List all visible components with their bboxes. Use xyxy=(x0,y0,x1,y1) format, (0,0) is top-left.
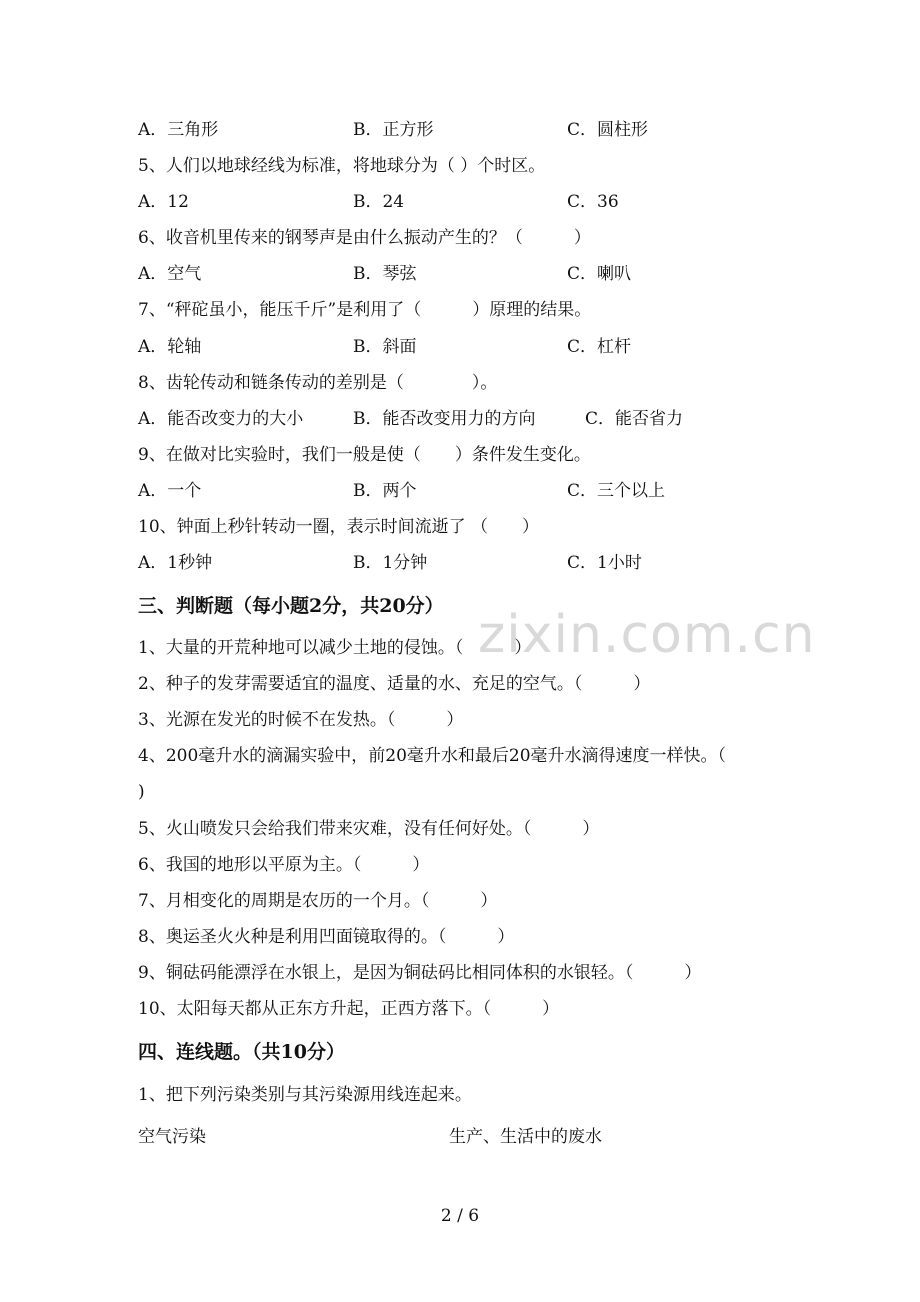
question-7: 7、“秤砣虽小，能压千斤”是利用了（ ）原理的结果。 xyxy=(138,300,592,320)
q9-option-a: A．一个 xyxy=(138,481,202,501)
judge-item: 10、太阳每天都从正东方升起，正西方落下。（ ） xyxy=(138,999,560,1019)
connect-left-item: 空气污染 xyxy=(138,1127,206,1147)
q8-option-b: B．能否改变用力的方向 xyxy=(353,409,536,429)
q7-option-a: A．轮轴 xyxy=(138,337,202,357)
q7-option-c: C．杠杆 xyxy=(567,337,632,357)
q9-option-b: B．两个 xyxy=(353,481,417,501)
judge-item: 5、火山喷发只会给我们带来灾难，没有任何好处。（ ） xyxy=(138,819,600,839)
section-4-heading: 四、连线题。（共10分） xyxy=(138,1041,345,1063)
question-5: 5、人们以地球经线为标准，将地球分为（ ）个时区。 xyxy=(138,156,546,176)
question-6: 6、收音机里传来的钢琴声是由什么振动产生的？（ ） xyxy=(138,228,591,248)
judge-item: 3、光源在发光的时候不在发热。（ ） xyxy=(138,710,464,730)
q4-option-a: A．三角形 xyxy=(138,120,219,140)
q9-option-c: C．三个以上 xyxy=(567,481,666,501)
question-8: 8、齿轮传动和链条传动的差别是（ ）。 xyxy=(138,373,498,393)
judge-item: 4、200毫升水的滴漏实验中，前20毫升水和最后20毫升水滴得速度一样快。（ xyxy=(138,746,727,766)
q5-option-c: C．36 xyxy=(567,192,619,212)
q10-option-a: A．1秒钟 xyxy=(138,553,213,573)
q10-option-b: B．1分钟 xyxy=(353,553,428,573)
q6-option-a: A．空气 xyxy=(138,264,202,284)
question-10: 10、钟面上秒针转动一圈，表示时间流逝了 （ ） xyxy=(138,517,540,537)
q7-option-b: B．斜面 xyxy=(353,337,417,357)
connect-right-item: 生产、生活中的废水 xyxy=(449,1127,602,1147)
q4-option-c: C．圆柱形 xyxy=(567,120,649,140)
judge-item: 8、奥运圣火火种是利用凹面镜取得的。（ ） xyxy=(138,927,515,947)
question-9: 9、在做对比实验时，我们一般是使（ ）条件发生变化。 xyxy=(138,445,591,465)
q5-option-b: B．24 xyxy=(353,192,405,212)
section-3-heading: 三、判断题（每小题2分，共20分） xyxy=(138,595,444,617)
q6-option-c: C．喇叭 xyxy=(567,264,632,284)
connect-question-1: 1、把下列污染类别与其污染源用线连起来。 xyxy=(138,1085,472,1105)
judge-item: 1、大量的开荒种地可以减少土地的侵蚀。（ ） xyxy=(138,638,532,658)
q6-option-b: B．琴弦 xyxy=(353,264,417,284)
q8-option-c: C．能否省力 xyxy=(585,409,684,429)
q5-option-a: A．12 xyxy=(138,192,189,212)
judge-item-continuation: ) xyxy=(138,782,145,802)
judge-item: 7、月相变化的周期是农历的一个月。（ ） xyxy=(138,891,498,911)
judge-item: 9、铜砝码能漂浮在水银上，是因为铜砝码比相同体积的水银轻。（ ） xyxy=(138,963,702,983)
watermark: zixin.com.cn xyxy=(478,605,816,665)
page-number: 2 / 6 xyxy=(440,1206,480,1226)
judge-item: 2、种子的发芽需要适宜的温度、适量的水、充足的空气。（ ） xyxy=(138,674,651,694)
q10-option-c: C．1小时 xyxy=(567,553,642,573)
judge-item: 6、我国的地形以平原为主。（ ） xyxy=(138,855,430,875)
q4-option-b: B．正方形 xyxy=(353,120,434,140)
q8-option-a: A．能否改变力的大小 xyxy=(138,409,304,429)
